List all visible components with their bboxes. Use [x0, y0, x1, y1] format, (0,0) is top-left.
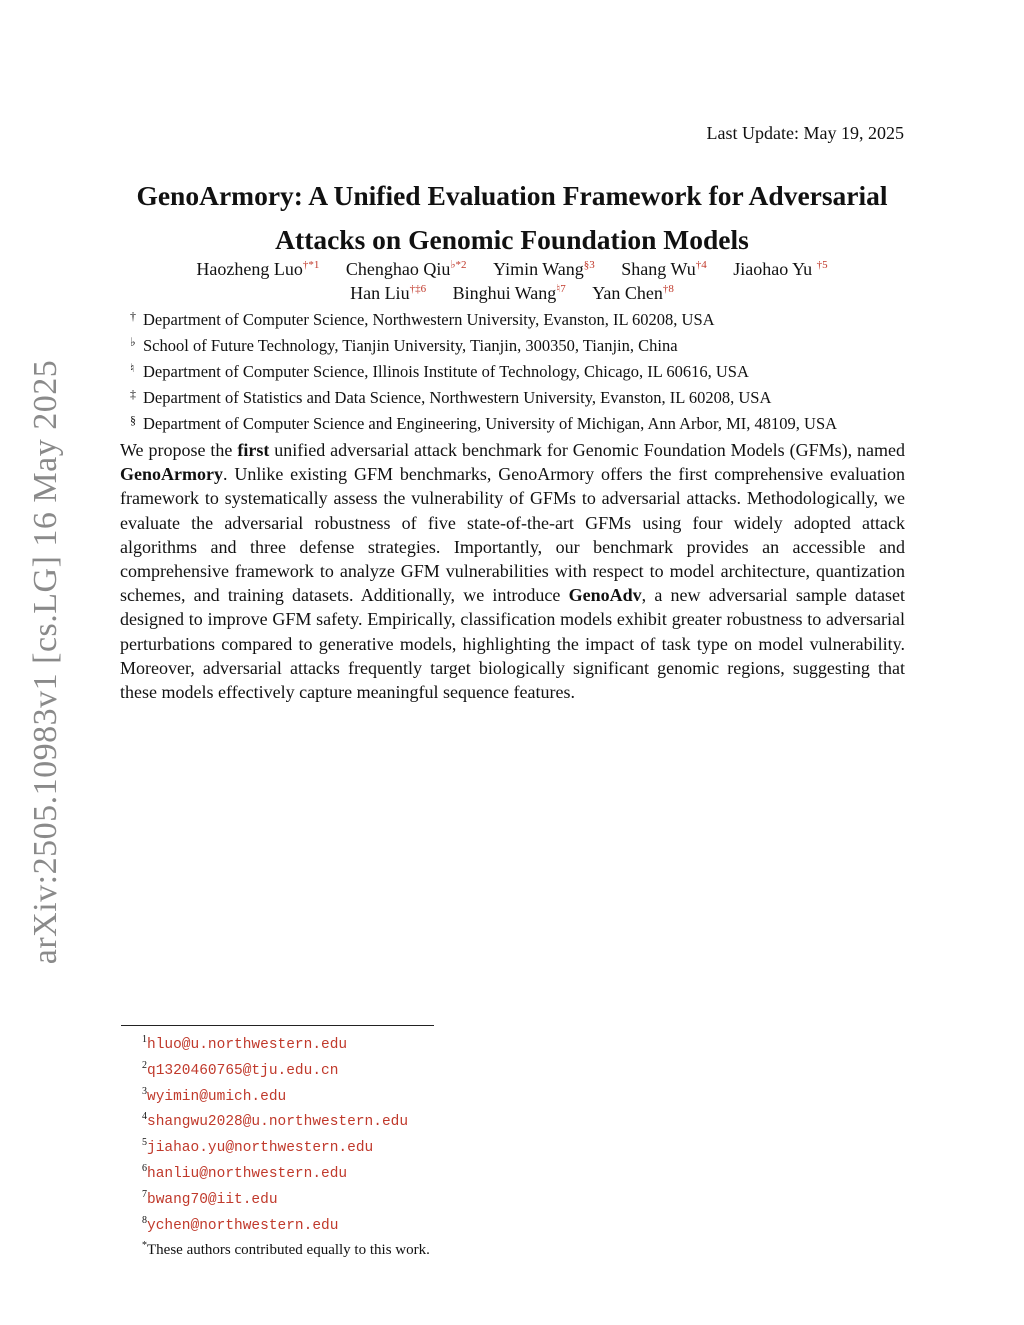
email-link[interactable]: shangwu2028@u.northwestern.edu — [147, 1114, 409, 1131]
footnote — [142, 1107, 430, 1133]
footnote-number: 7 — [142, 1188, 147, 1200]
email-link[interactable]: ychen@northwestern.edu — [147, 1217, 339, 1234]
benchmark-name: GenoArmory — [120, 464, 223, 485]
email-link[interactable]: wyimin@umich.edu — [147, 1088, 287, 1105]
footnote — [142, 1030, 430, 1056]
affiliation-text: Department of Computer Science, Illinois Institute of Technology, Chicago, IL 60616, USA — [143, 362, 749, 381]
author — [592, 283, 674, 304]
footnote-number: 6 — [142, 1162, 147, 1174]
affiliation — [130, 409, 837, 435]
abstract-text: , a new adversarial sample dataset designed to improve GFM safety. Empirically, classification models exhibit greater robustness to adversarial perturbations compared to generative models, highlighting the impact of task type on model vulnerability. Moreover, adversarial attacks frequently target biologically significant genomic regions, suggesting that these models effectively capture meaningful sequence features. — [120, 585, 905, 703]
footnote-number: 8 — [142, 1214, 147, 1226]
dataset-name: GenoAdv — [568, 585, 642, 606]
author-line-1 — [110, 258, 914, 280]
author-marks: †8 — [662, 283, 674, 295]
affiliation-text: School of Future Technology, Tianjin University, Tianjin, 300350, Tianjin, China — [143, 336, 678, 355]
affiliation-text: Department of Computer Science and Engineering, University of Michigan, Ann Arbor, MI, 48109, USA — [143, 414, 838, 433]
affiliation-symbol: § — [130, 413, 136, 427]
author-name: Jiaohao Yu — [733, 259, 813, 279]
affiliation-text: Department of Computer Science, Northwestern University, Evanston, IL 60208, USA — [143, 310, 715, 329]
author-marks: §3 — [583, 259, 595, 271]
affiliation-symbol: ♭ — [130, 335, 136, 349]
footnote-number: 3 — [142, 1085, 147, 1097]
author-marks: ♭*2 — [450, 259, 467, 271]
last-update-date: Last Update: May 19, 2025 — [706, 123, 904, 143]
footnote — [142, 1185, 430, 1211]
title-line-1: GenoArmory: A Unified Evaluation Framework for Adversarial — [136, 180, 888, 211]
footnote-divider — [121, 1025, 434, 1026]
affiliation-symbol: ‡ — [130, 387, 136, 401]
footnote — [142, 1211, 430, 1237]
affiliation-symbol: † — [130, 309, 136, 323]
footnote-number: 2 — [142, 1059, 147, 1071]
abstract-text: . Unlike existing GFM benchmarks, GenoArmory offers the first comprehensive evaluation framework to systematically assess the vulnerability of GFMs to adversarial attacks. Methodologically, we evaluate the adversarial robustness of five state-of-the-art GFMs using four widely adopted attack algorithms and three defense strategies. Importantly, our benchmark provides an accessible and comprehensive framework to analyze GFM vulnerabilities with respect to model architecture, quantization schemes, and training datasets. Additionally, we introduce — [120, 464, 905, 606]
author — [493, 259, 595, 280]
footnote — [142, 1056, 430, 1082]
email-link[interactable]: hanliu@northwestern.edu — [147, 1165, 348, 1182]
author-name: Han Liu — [350, 283, 410, 303]
affiliation-symbol: ♮ — [130, 361, 135, 375]
author-marks: †‡6 — [409, 283, 427, 295]
author-name: Yimin Wang — [493, 259, 584, 279]
footnote-mark: * — [142, 1240, 147, 1252]
author — [346, 258, 467, 280]
footnote — [142, 1082, 430, 1108]
author-name: Chenghao Qiu — [345, 259, 451, 279]
equal-contribution-text: These authors contributed equally to this work. — [147, 1242, 430, 1259]
email-link[interactable]: hluo@u.northwestern.edu — [147, 1037, 348, 1053]
paper-title — [110, 174, 914, 262]
abstract — [120, 438, 905, 704]
author-name: Haozheng Luo — [196, 259, 303, 279]
title-line-2: Attacks on Genomic Foundation Models — [275, 224, 749, 255]
footnotes — [142, 1030, 430, 1261]
author — [621, 259, 706, 280]
affiliation-text: Department of Statistics and Data Science, Northwestern University, Evanston, IL 60208, USA — [143, 388, 772, 407]
author-marks: ♮7 — [556, 283, 566, 295]
author-name: Shang Wu — [621, 259, 696, 279]
affiliation — [130, 383, 837, 409]
footnote — [142, 1159, 430, 1185]
affiliation — [130, 331, 837, 357]
footnote-number: 5 — [142, 1137, 147, 1149]
footnote-number: 1 — [142, 1034, 147, 1045]
author-line-2 — [110, 282, 914, 304]
author-marks: †4 — [695, 259, 707, 271]
author-marks: †*1 — [302, 259, 320, 271]
author-name: Yan Chen — [592, 283, 663, 303]
email-link[interactable]: q1320460765@tju.edu.cn — [147, 1062, 339, 1079]
abstract-text: unified adversarial attack benchmark for Genomic Foundation Models (GFMs), named — [269, 440, 906, 460]
email-link[interactable]: jiahao.yu@northwestern.edu — [147, 1140, 374, 1157]
email-link[interactable]: bwang70@iit.edu — [147, 1191, 278, 1208]
equal-contribution-note — [142, 1236, 430, 1261]
author — [196, 259, 319, 280]
footnote-number: 4 — [142, 1111, 147, 1123]
affiliation — [130, 357, 837, 383]
author — [733, 259, 827, 280]
footnote — [142, 1133, 430, 1159]
arxiv-identifier: arXiv:2505.10983v1 [cs.LG] 16 May 2025 — [27, 359, 64, 965]
author — [453, 282, 566, 304]
author-name: Binghui Wang — [452, 283, 557, 303]
affiliation — [130, 305, 837, 331]
abstract-text: We propose the — [120, 440, 238, 460]
abstract-emphasis: first — [237, 440, 270, 460]
affiliation-list — [130, 305, 837, 435]
author — [350, 283, 426, 304]
author-marks: †5 — [816, 259, 828, 271]
